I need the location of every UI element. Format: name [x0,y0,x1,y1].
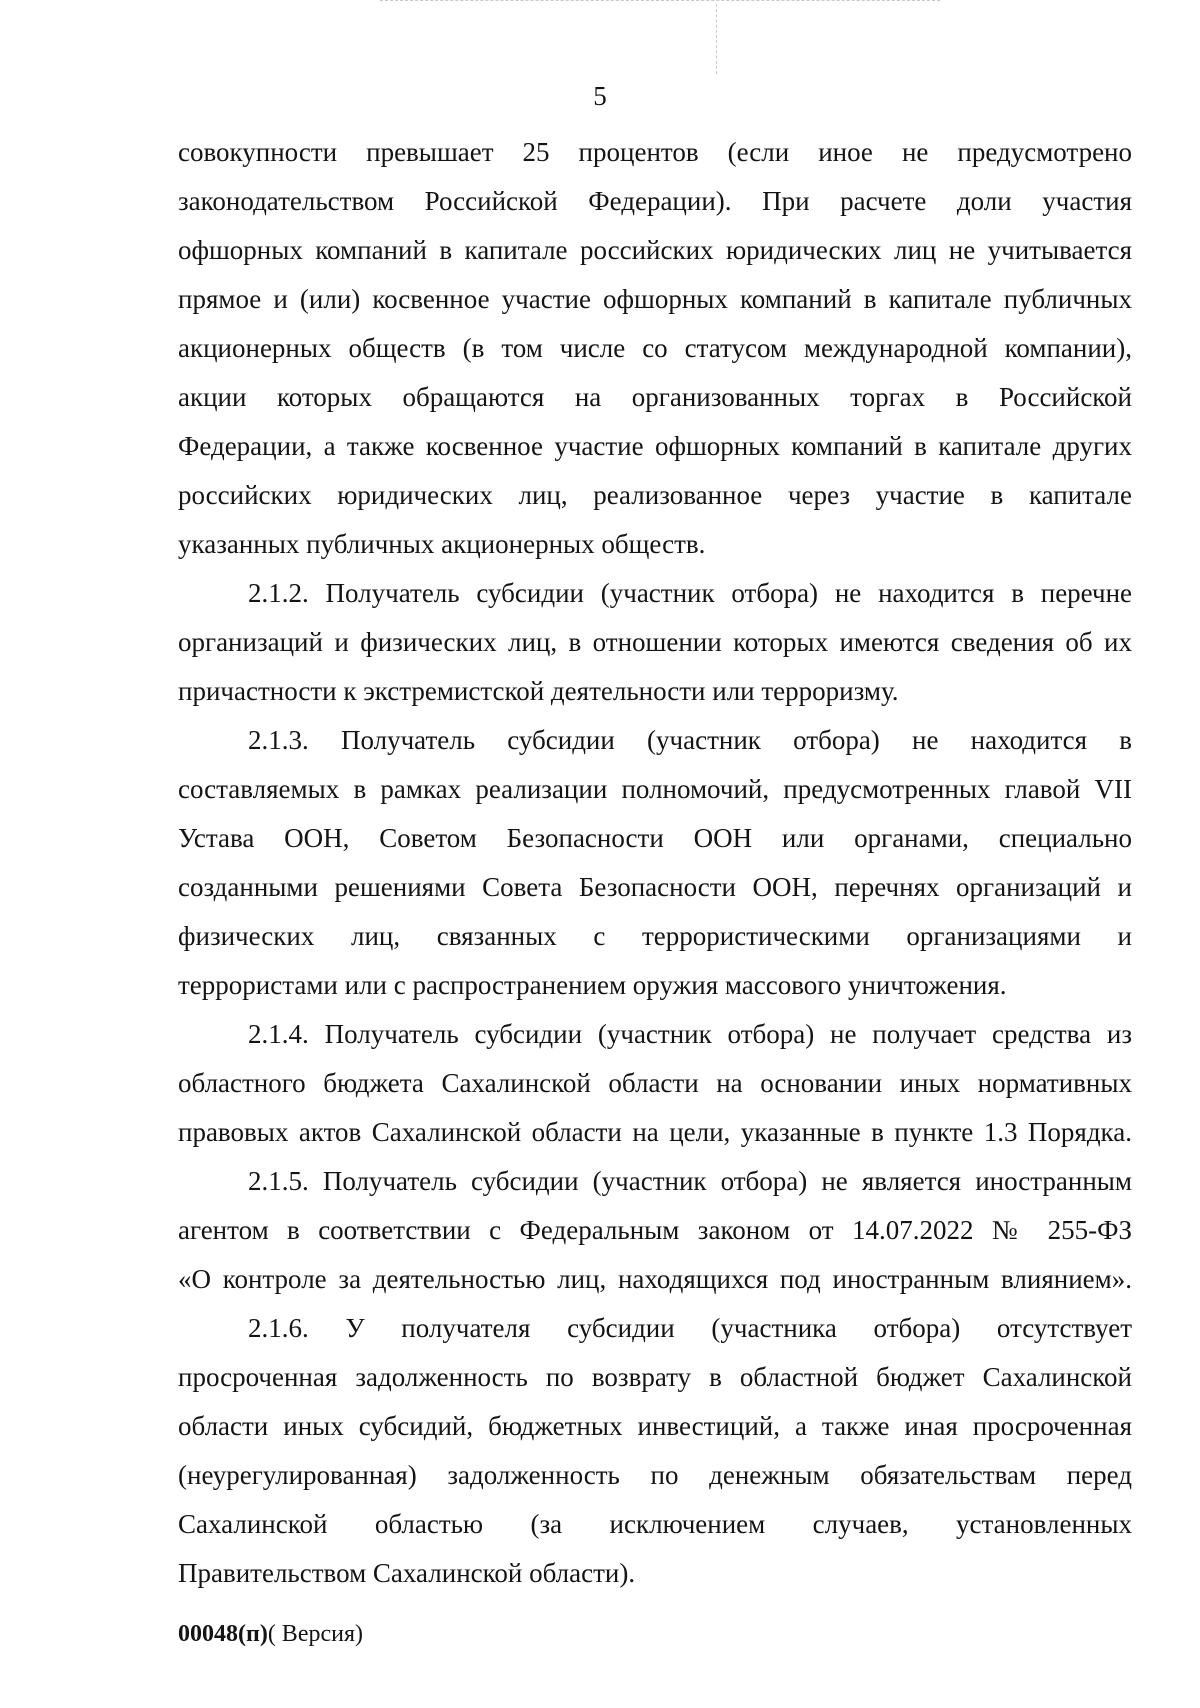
paragraph-line: «О контроле за деятельностью лиц, находящихся под иностранным влиянием». [178,1264,1132,1294]
paragraph-line: (неурегулированная) задолженность по денежным обязательствам перед [178,1460,1132,1490]
paragraph-line: террористами или с распространением оружия массового уничтожения. [178,970,1007,1000]
paragraph-line: совокупности превышает 25 процентов (если иное не предусмотрено [178,137,1132,167]
paragraph-line: Правительством Сахалинской области). [178,1558,636,1588]
paragraph-line: 2.1.3. Получатель субсидии (участник отбора) не находится в [248,725,1132,755]
paragraph-2-1-4 [178,1010,1132,1157]
document-code: 00048(п) [178,1621,268,1647]
paragraph-line: 2.1.6. У получателя субсидии (участника отбора) отсутствует [248,1313,1132,1343]
paragraph-line: области иных субсидий, бюджетных инвестиций, а также иная просроченная [178,1411,1132,1441]
paragraph-line: областного бюджета Сахалинской области на основании иных нормативных [178,1068,1132,1098]
paragraph-continuation [178,128,1132,569]
paragraph-line: законодательством Российской Федерации). При расчете доли участия [178,186,1132,216]
paragraph-line: Сахалинской областью (за исключением случаев, установленных [178,1509,1132,1539]
page-number: 5 [593,81,607,111]
paragraph-2-1-6 [178,1304,1132,1598]
paragraph-line: составляемых в рамках реализации полномочий, предусмотренных главой VII [178,774,1132,804]
paragraph-line: российских юридических лиц, реализованное через участие в капитале [178,480,1132,510]
paragraph-line: 2.1.5. Получатель субсидии (участник отбора) не является иностранным [248,1166,1132,1196]
paragraph-line: акционерных обществ (в том числе со статусом международной компании), [178,333,1132,363]
paragraph-line: акции которых обращаются на организованных торгах в Российской [178,382,1132,412]
document-body [178,128,1132,1598]
paragraph-line: агентом в соответствии с Федеральным законом от 14.07.2022 № 255-ФЗ [178,1215,1132,1245]
paragraph-line: созданными решениями Совета Безопасности ООН, перечнях организаций и [178,872,1132,902]
paragraph-2-1-5 [178,1157,1132,1304]
paragraph-line: прямое и (или) косвенное участие офшорных компаний в капитале публичных [178,284,1132,314]
scan-fold-artifact [716,4,717,74]
paragraph-line: организаций и физических лиц, в отношении которых имеются сведения об их [178,627,1132,657]
paragraph-line: Федерации, а также косвенное участие офшорных компаний в капитале других [178,431,1132,461]
paragraph-line: Устава ООН, Советом Безопасности ООН или органами, специально [178,823,1132,853]
paragraph-line: указанных публичных акционерных обществ. [178,529,706,559]
paragraph-2-1-3 [178,716,1132,1010]
document-version: ( Версия) [267,1621,363,1647]
paragraph-line: 2.1.2. Получатель субсидии (участник отбора) не находится в перечне [248,578,1132,608]
paragraph-line: причастности к экстремистской деятельности или терроризму. [178,676,899,706]
paragraph-line: просроченная задолженность по возврату в областной бюджет Сахалинской [178,1362,1132,1392]
scan-edge-artifact [380,0,940,1]
paragraph-line: правовых актов Сахалинской области на цели, указанные в пункте 1.3 Порядка. [178,1117,1132,1147]
paragraph-2-1-2 [178,569,1132,716]
paragraph-line: физических лиц, связанных с террористическими организациями и [178,921,1132,951]
document-footer [178,1610,363,1659]
paragraph-line: 2.1.4. Получатель субсидии (участник отбора) не получает средства из [248,1019,1132,1049]
paragraph-line: офшорных компаний в капитале российских юридических лиц не учитывается [178,235,1132,265]
